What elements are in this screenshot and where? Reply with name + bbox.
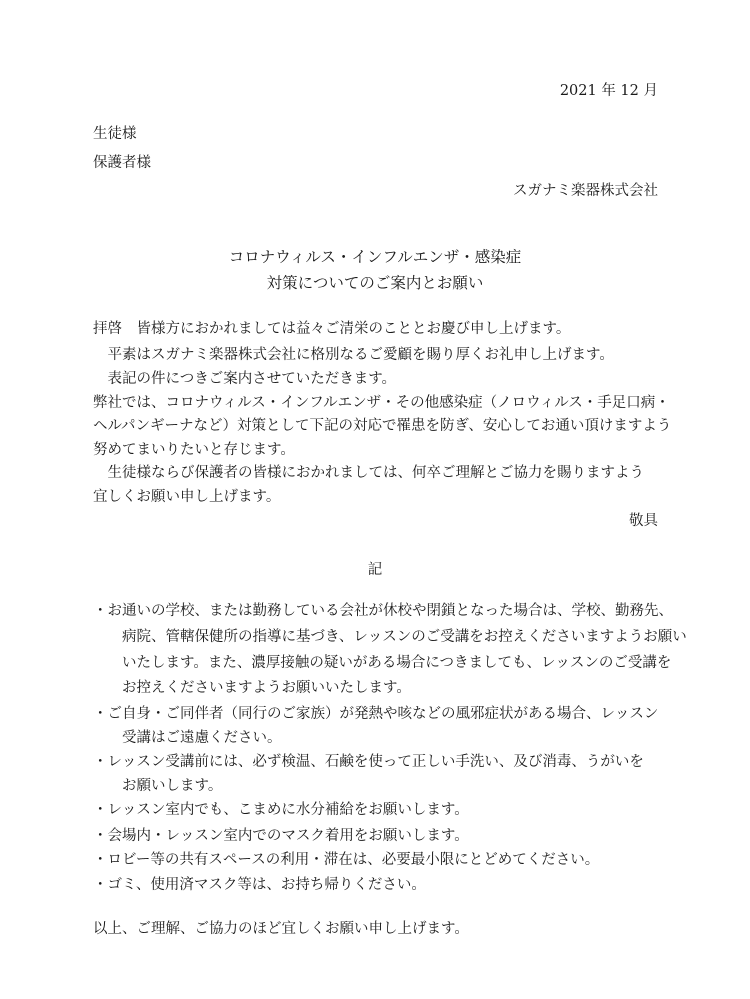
body-line: 弊社では、コロナウィルス・インフルエンザ・その他感染症（ノロウィルス・手足口病・ [93,395,670,411]
recipient-students: 生徒様 [93,126,137,142]
list-item-continuation: 受講はご遠慮ください。 [122,730,282,746]
body-line: 努めてまいりたいと存じます。 [93,442,295,458]
recipient-guardians: 保護者様 [93,155,151,171]
body-line: ヘルパンギーナなど）対策として下記の対応で罹患を防ぎ、安心してお通い頂けますよう [93,418,672,434]
body-line: 平素はスガナミ楽器株式会社に格別なるご愛顧を賜り厚くお礼申し上げます。 [93,347,614,363]
list-item: ・ご自身・ご同伴者（同行のご家族）が発熱や咳などの風邪症状がある場合、レッスン [93,706,659,722]
body-line: 生徒様ならび保護者の皆様におかれましては、何卒ご理解とご協力を賜りますよう [93,465,644,481]
list-item: ・ゴミ、使用済マスク等は、お持ち帰りください。 [93,877,426,893]
list-item-continuation: 病院、管轄保健所の指導に基づき、レッスンのご受講をお控えくださいますようお願い [122,629,687,645]
closing-keigu: 敬具 [629,513,658,529]
body-line: 拝啓 皆様方におかれましては益々ご清栄のこととお慶び申し上げます。 [93,321,571,337]
letter-date: 2021 年 12 月 [559,83,658,99]
body-line: 宜しくお願い申し上げます。 [93,489,281,505]
list-item: ・ロビー等の共有スペースの利用・滞在は、必要最小限にとどめてください。 [93,852,600,868]
list-item: ・会場内・レッスン室内でのマスク着用をお願いします。 [93,828,469,844]
list-item: ・レッスン室内でも、こまめに水分補給をお願いします。 [93,802,469,818]
title-line-2: 対策についてのご案内とお願い [266,274,484,292]
list-item: ・お通いの学校、または勤務している会社が休校や閉鎖となった場合は、学校、勤務先、 [93,603,673,619]
sender-company: スガナミ楽器株式会社 [513,183,658,199]
closing-remark: 以上、ご理解、ご協力のほど宜しくお願い申し上げます。 [93,921,469,937]
list-item-continuation: お控えくださいますようお願いいたします。 [122,680,411,696]
title-line-1: コロナウィルス・インフルエンザ・感染症 [228,248,522,266]
list-item-continuation: お願いします。 [122,778,223,794]
list-item-continuation: いたします。また、濃厚接触の疑いがある場合につきましても、レッスンのご受講を [122,655,672,671]
body-line: 表記の件につきご案内させていただきます。 [93,371,397,387]
ki-heading: 記 [367,562,383,578]
list-item: ・レッスン受講前には、必ず検温、石鹸を使って正しい手洗い、及び消毒、うがいを [93,754,644,770]
